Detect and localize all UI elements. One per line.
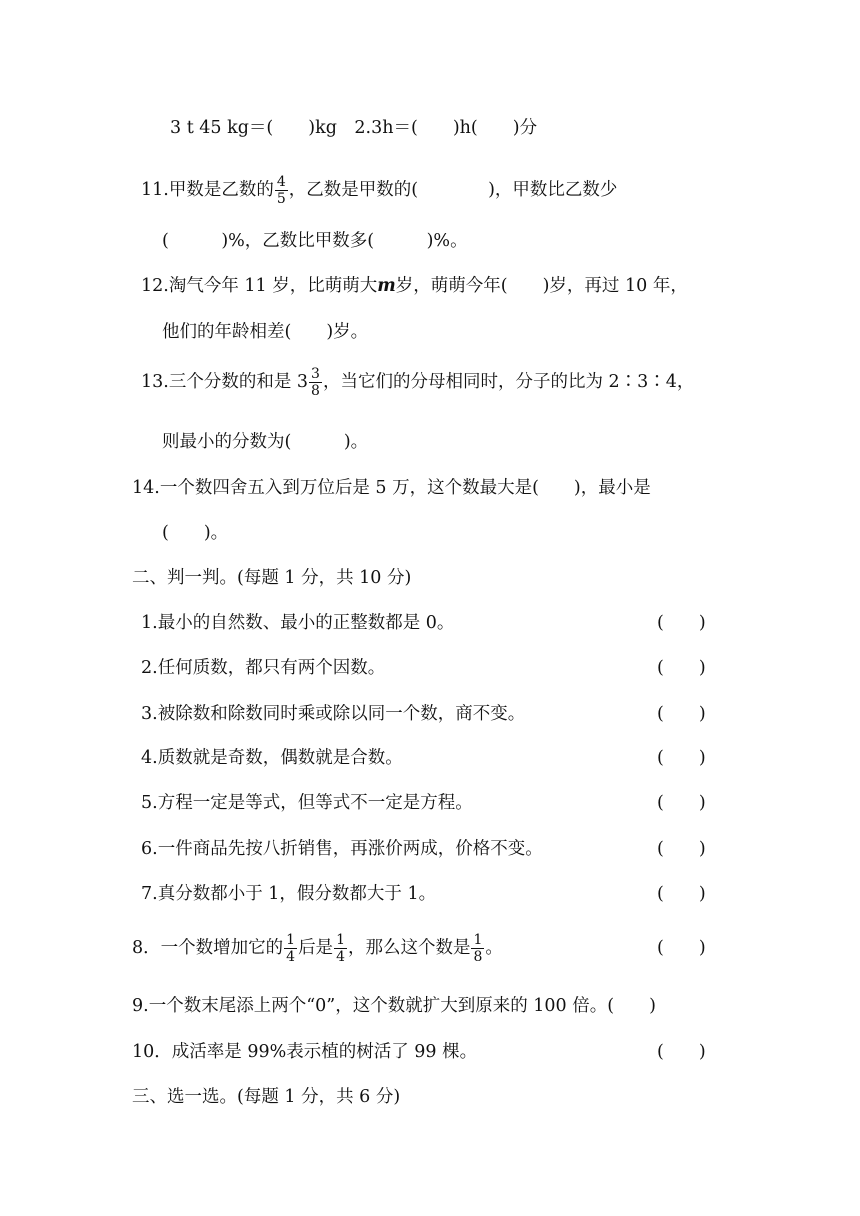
judge-item-9-text: 9.一个数末尾添上两个“0”，这个数就扩大到原来的 100 倍。( )	[132, 996, 656, 1016]
judge-item-4-answer-paren[interactable]: ( )	[657, 748, 706, 768]
judge-item-8-text-d: 。	[485, 938, 503, 958]
fraction-3-numerator: 1	[473, 931, 483, 948]
q14-text-line2: ( )。	[162, 523, 229, 543]
judge-item-5-text: 5.方程一定是等式，但等式不一定是方程。	[141, 793, 473, 813]
q11-text-line2: ( )%，乙数比甲数多( )%。	[162, 231, 468, 251]
q14-text-line1: 14.一个数四舍五入到万位后是 5 万，这个数最大是( )，最小是	[132, 478, 651, 498]
unit-conversion-text: 3 t 45 kg＝( )kg 2.3h＝( )h( )分	[170, 118, 538, 138]
judge-item-5-answer-paren[interactable]: ( )	[657, 793, 706, 813]
section-3-title-text: 三、选一选。(每题 1 分，共 6 分)	[132, 1087, 401, 1107]
judge-item-9	[132, 994, 656, 1018]
judge-item-3-answer-paren[interactable]: ( )	[657, 704, 706, 724]
q12-text-line2: 他们的年龄相差( )岁。	[162, 322, 369, 342]
question-12-line-1	[141, 274, 688, 298]
q12-text-b: 岁，萌萌今年( )岁，再过 10 年，	[395, 276, 688, 296]
judge-item-3	[141, 702, 525, 726]
judge-item-8-text-b: 后是	[298, 938, 334, 958]
q13-text-a: 13.三个分数的和是 3	[141, 372, 309, 392]
question-13-line-1	[141, 362, 694, 402]
question-11-line-2	[162, 229, 468, 253]
judge-item-4	[141, 746, 403, 770]
judge-item-2	[141, 656, 385, 680]
q11-text-a: 11.甲数是乙数的	[141, 180, 274, 200]
fraction-1-numerator: 1	[286, 931, 296, 948]
q11-fraction-denominator: 5	[276, 190, 286, 207]
question-14-line-2	[162, 521, 228, 545]
judge-item-6-answer-paren[interactable]: ( )	[657, 839, 706, 859]
q13-text-b: ，当它们的分母相同时，分子的比为 2∶3∶4，	[322, 372, 695, 392]
judge-item-8-text-c: ，那么这个数是	[347, 938, 471, 958]
judge-item-1-text: 1.最小的自然数、最小的正整数都是 0。	[141, 613, 455, 633]
judge-item-6	[141, 837, 543, 861]
judge-item-4-text: 4.质数就是奇数，偶数就是合数。	[141, 748, 403, 768]
question-13-line-2	[162, 430, 368, 454]
question-11-line-1	[141, 170, 617, 210]
judge-item-8-fraction-1	[284, 933, 297, 964]
question-12-line-2	[162, 320, 368, 344]
judge-item-7	[141, 882, 436, 906]
section-2-title	[132, 566, 411, 590]
q13-fraction-numerator: 3	[311, 365, 320, 382]
section-3-title	[132, 1085, 400, 1109]
judge-item-8-text-a: 8．一个数增加它的	[132, 938, 284, 958]
judge-item-8-answer-paren[interactable]: ( )	[657, 938, 706, 958]
q11-fraction-numerator: 4	[276, 173, 286, 190]
judge-item-7-text: 7.真分数都小于 1，假分数都大于 1。	[141, 884, 437, 904]
unit-conversion-line	[170, 116, 537, 140]
fraction-2-numerator: 1	[336, 931, 345, 948]
judge-item-10-text: 10．成活率是 99%表示植的树活了 99 棵。	[132, 1042, 478, 1062]
judge-item-8-fraction-3	[471, 933, 484, 964]
q13-fraction-denominator: 8	[311, 382, 320, 399]
judge-item-8-fraction-2	[334, 933, 347, 964]
judge-item-8	[132, 928, 503, 968]
q12-text-a: 12.淘气今年 11 岁，比萌萌大	[141, 276, 378, 296]
q11-fraction	[275, 175, 288, 206]
q11-text-b: ，乙数是甲数的( )，甲数比乙数少	[288, 180, 618, 200]
q12-variable: m	[377, 276, 396, 296]
fraction-2-denominator: 4	[336, 948, 345, 965]
judge-item-1	[141, 611, 454, 635]
judge-item-2-answer-paren[interactable]: ( )	[657, 658, 706, 678]
judge-item-3-text: 3.被除数和除数同时乘或除以同一个数，商不变。	[141, 704, 526, 724]
q13-fraction	[309, 367, 322, 398]
question-14-line-1	[132, 476, 651, 500]
judge-item-10-answer-paren[interactable]: ( )	[657, 1042, 706, 1062]
judge-item-2-text: 2.任何质数，都只有两个因数。	[141, 658, 386, 678]
judge-item-1-answer-paren[interactable]: ( )	[657, 613, 706, 633]
fraction-1-denominator: 4	[286, 948, 296, 965]
q13-text-line2: 则最小的分数为( )。	[162, 432, 369, 452]
judge-item-10	[132, 1040, 477, 1064]
judge-item-5	[141, 791, 473, 815]
section-2-title-text: 二、判一判。(每题 1 分，共 10 分)	[132, 568, 412, 588]
judge-item-6-text: 6.一件商品先按八折销售，再涨价两成，价格不变。	[141, 839, 543, 859]
judge-item-7-answer-paren[interactable]: ( )	[657, 884, 706, 904]
fraction-3-denominator: 8	[473, 948, 483, 965]
